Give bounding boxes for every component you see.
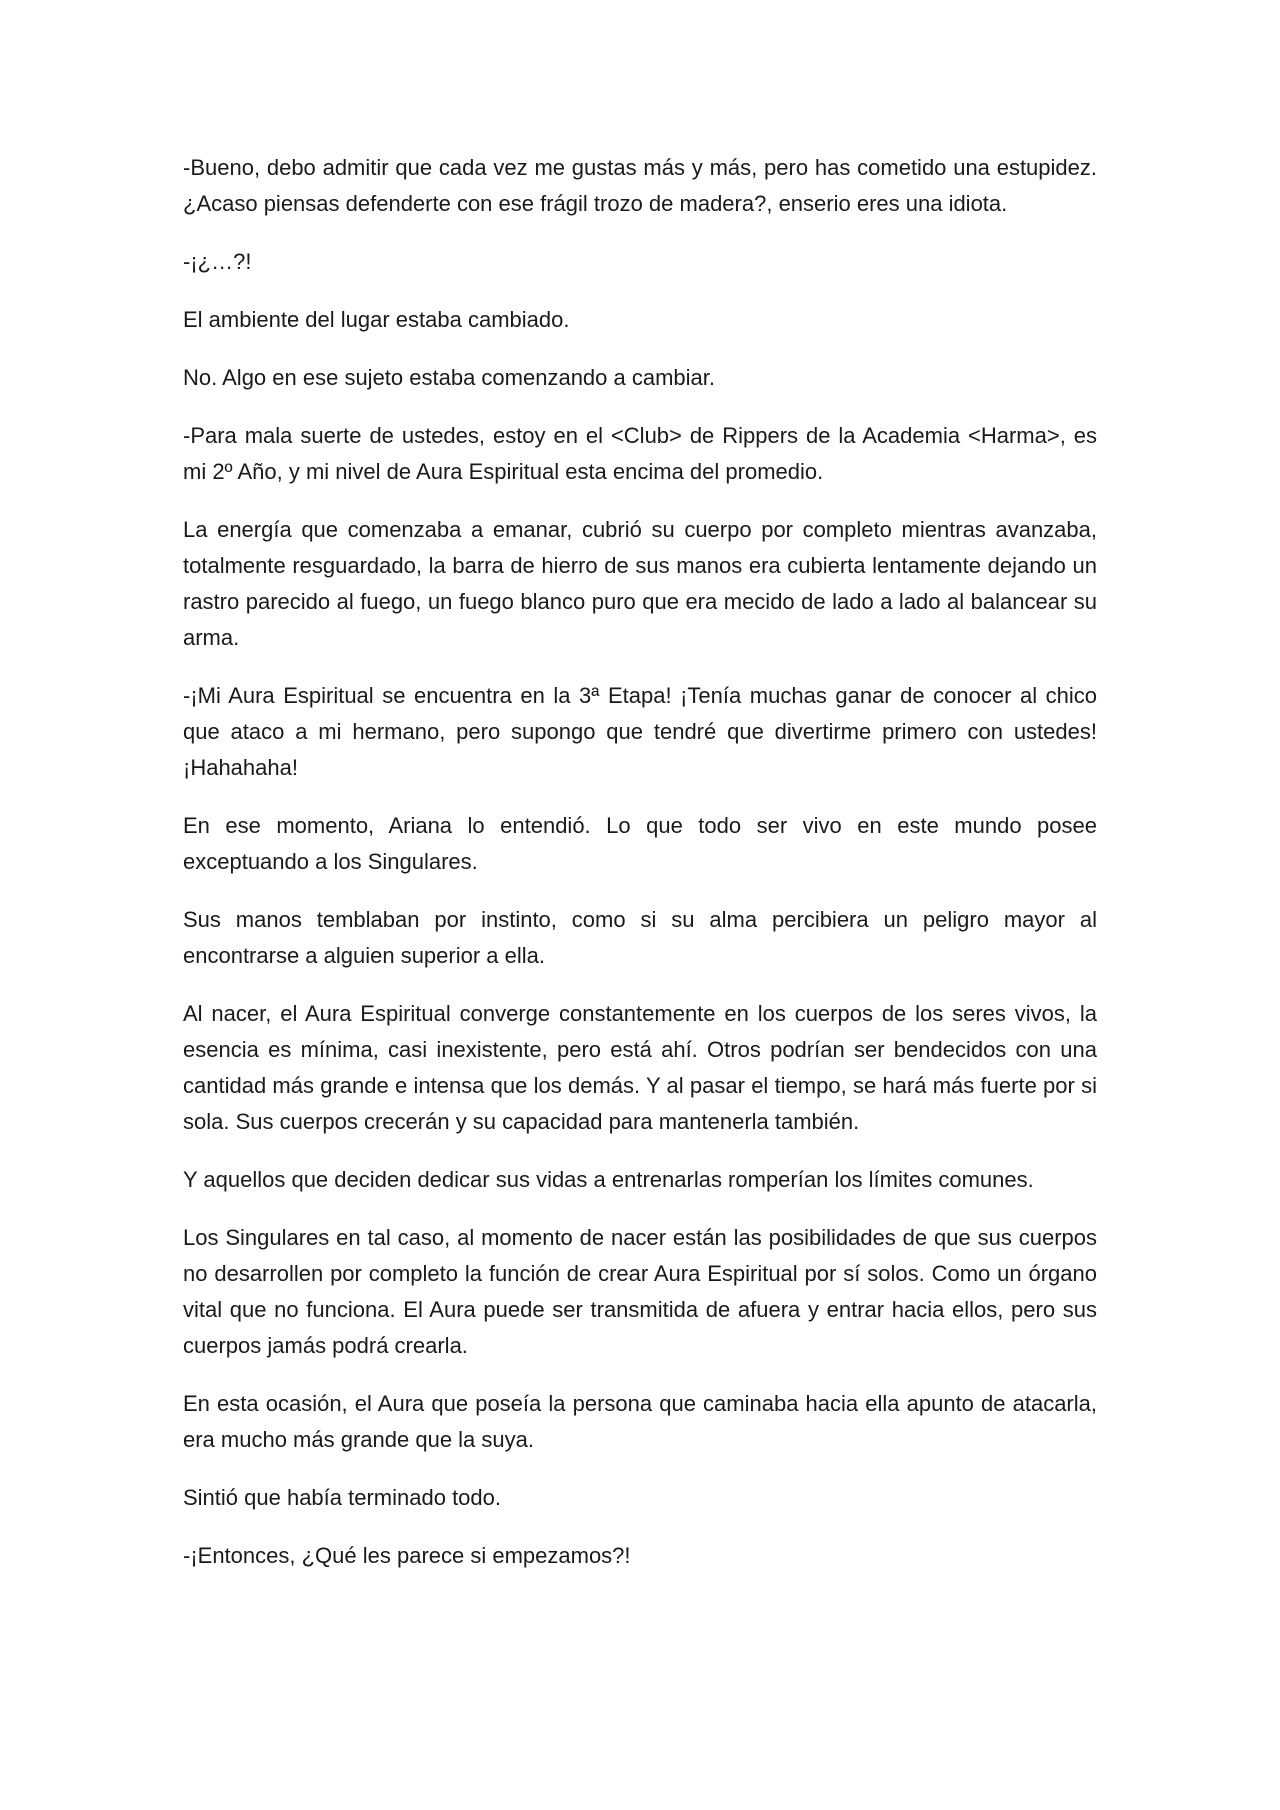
paragraph-12: Los Singulares en tal caso, al momento de nacer están las posibilidades de que sus cuerpos no desarrollen por completo la función de crear Aura Espiritual por sí solos. Como un órgano vital que no funciona. El Aura puede ser transmitida de afuera y entrar hacia ellos, pero sus cuerpos jamás podrá crearla. [183, 1225, 1097, 1358]
paragraph-8: En ese momento, Ariana lo entendió. Lo que todo ser vivo en este mundo posee exceptuando a los Singulares. [183, 813, 1097, 874]
paragraph-11: Y aquellos que deciden dedicar sus vidas a entrenarlas romperían los límites comunes. [183, 1167, 1034, 1192]
paragraph-6: La energía que comenzaba a emanar, cubrió su cuerpo por completo mientras avanzaba, totalmente resguardado, la barra de hierro de sus manos era cubierta lentamente dejando un rastro parecido al fuego, un fuego blanco puro que era mecido de lado a lado al balancear su arma. [183, 517, 1097, 650]
paragraph-13: En esta ocasión, el Aura que poseía la persona que caminaba hacia ella apunto de atacarla, era mucho más grande que la suya. [183, 1391, 1097, 1452]
document-page [183, 150, 1097, 1596]
paragraph-2: -¡¿…?! [183, 249, 252, 274]
paragraph-7: -¡Mi Aura Espiritual se encuentra en la 3ª Etapa! ¡Tenía muchas ganar de conocer al chico que ataco a mi hermano, pero supongo que tendré que divertirme primero con ustedes! ¡Hahahaha! [183, 683, 1097, 780]
paragraph-3: El ambiente del lugar estaba cambiado. [183, 307, 570, 332]
paragraph-1: -Bueno, debo admitir que cada vez me gustas más y más, pero has cometido una estupidez. ¿Acaso piensas defenderte con ese frágil trozo de madera?, enserio eres una idiota. [183, 155, 1097, 216]
paragraph-4: No. Algo en ese sujeto estaba comenzando a cambiar. [183, 365, 716, 390]
paragraph-14: Sintió que había terminado todo. [183, 1485, 502, 1510]
paragraph-10: Al nacer, el Aura Espiritual converge constantemente en los cuerpos de los seres vivos, la esencia es mínima, casi inexistente, pero está ahí. Otros podrían ser bendecidos con una cantidad más grande e intensa que los demás. Y al pasar el tiempo, se hará más fuerte por si sola. Sus cuerpos crecerán y su capacidad para mantenerla también. [183, 1001, 1097, 1134]
paragraph-5: -Para mala suerte de ustedes, estoy en el <Club> de Rippers de la Academia <Harma>, es mi 2º Año, y mi nivel de Aura Espiritual esta encima del promedio. [183, 423, 1097, 484]
paragraph-9: Sus manos temblaban por instinto, como si su alma percibiera un peligro mayor al encontrarse a alguien superior a ella. [183, 907, 1097, 968]
paragraph-15: -¡Entonces, ¿Qué les parece si empezamos?! [183, 1543, 631, 1568]
